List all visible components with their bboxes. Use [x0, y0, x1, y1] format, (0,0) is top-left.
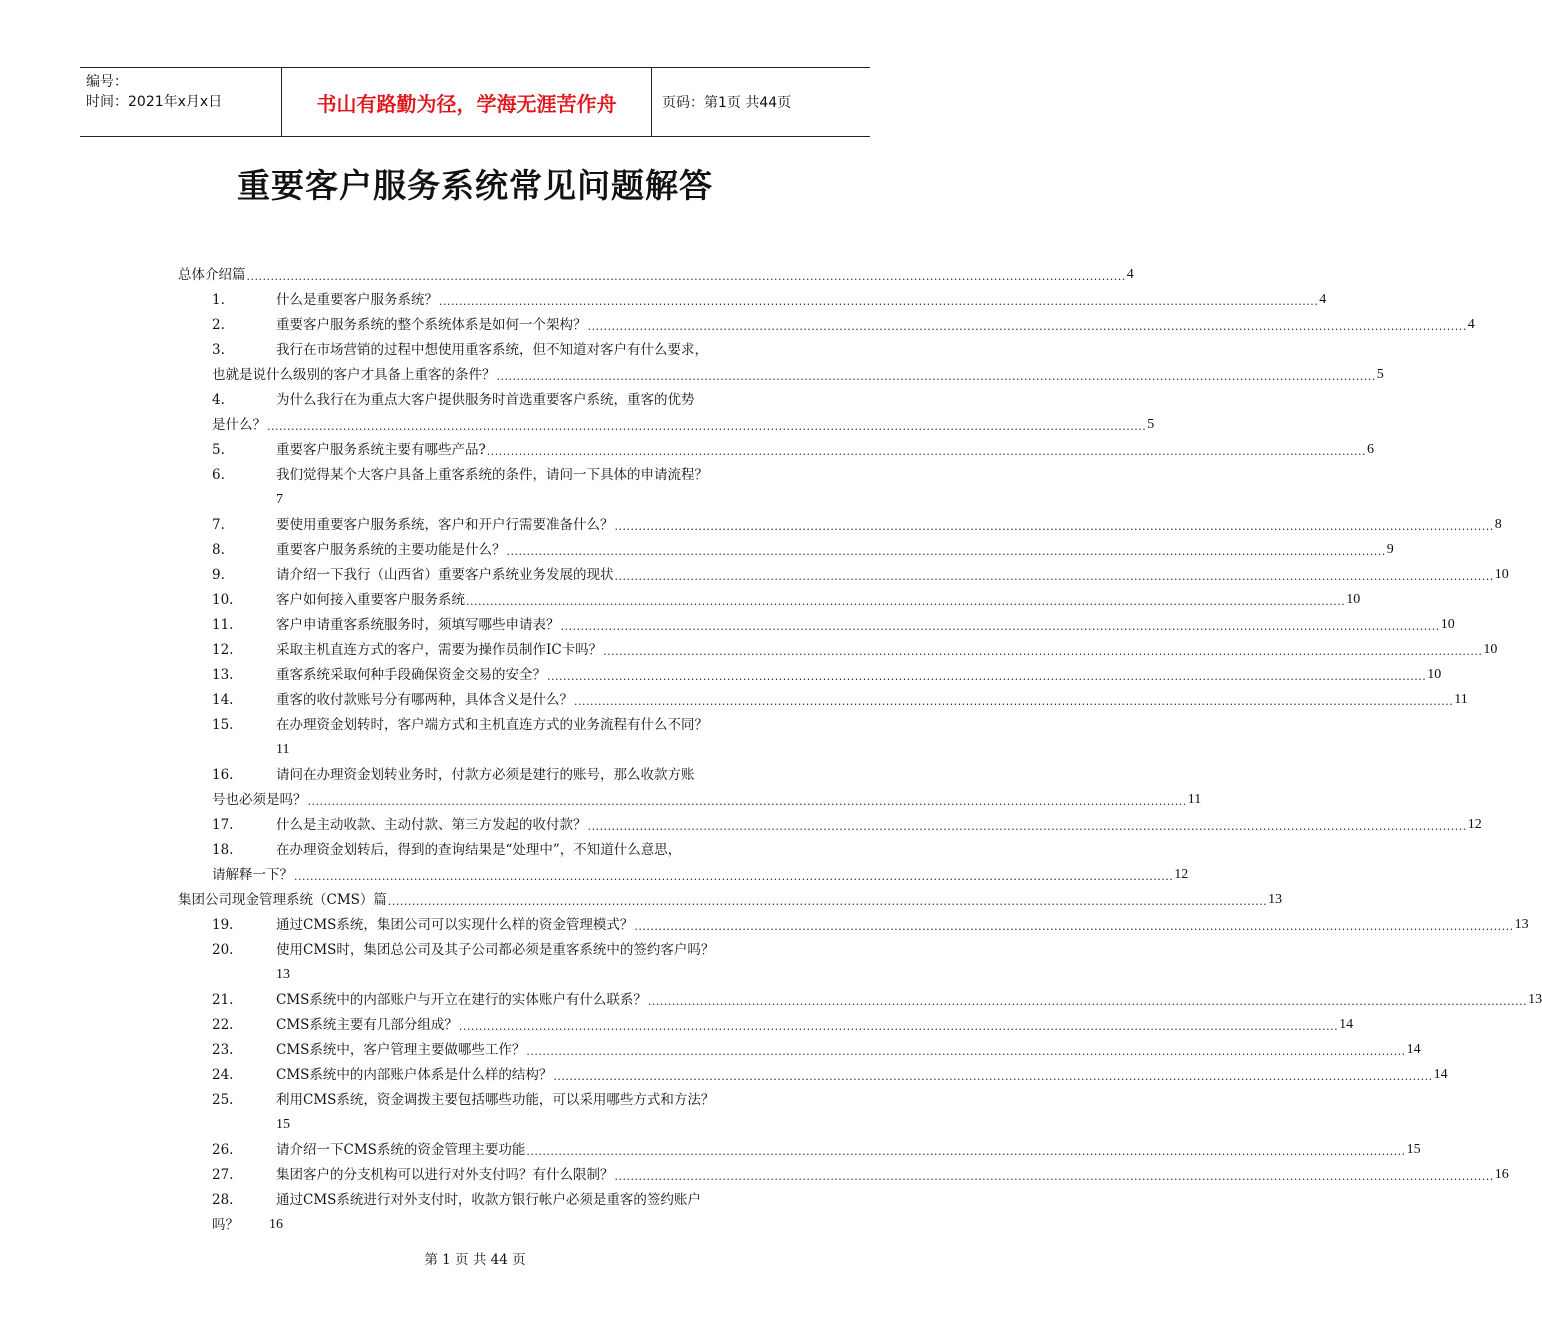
toc-entry[interactable] [178, 433, 1374, 458]
toc-item-title: 我行在市场营销的过程中想使用重客系统，但不知道对客户有什么要求， [276, 342, 708, 358]
toc-item-title: 重客系统采取何种手段确保资金交易的安全？ [276, 667, 546, 683]
toc-line [178, 1058, 1448, 1083]
toc-page-number: 4 [1467, 317, 1475, 332]
toc-entry[interactable] [178, 933, 808, 983]
toc-leader-dots: ............................................................................................................................................................................................................................ [307, 795, 1187, 808]
toc-page-number: 6 [1367, 442, 1374, 457]
toc-line [178, 258, 1134, 283]
toc-item-number: 9. [212, 567, 225, 583]
toc-page-number: 10 [1346, 592, 1361, 607]
toc-entry[interactable] [178, 1033, 1421, 1058]
toc-item-number: 7. [212, 517, 225, 533]
toc-page-number: 13 [1268, 892, 1283, 907]
toc-line [178, 658, 1442, 683]
toc-line [178, 583, 1361, 608]
toc-item-number: 17. [212, 817, 234, 833]
toc-page-number: 13 [1528, 992, 1542, 1007]
toc-line [178, 458, 808, 483]
toc-leader-dots: ............................................................................................................................................................................................................................ [439, 295, 1319, 308]
toc-line [178, 358, 1384, 383]
toc-line [178, 858, 1189, 883]
toc-leader-dots: ............................................................................................................................................................................................................................ [603, 645, 1483, 658]
toc-line [178, 408, 1155, 433]
toc-page-number: 5 [1376, 367, 1384, 382]
toc-page-number: 12 [1467, 817, 1482, 832]
toc-item-number: 21. [212, 992, 234, 1008]
toc-item-number: 14. [212, 692, 234, 708]
toc-entry[interactable] [178, 758, 1202, 808]
toc-entry[interactable] [178, 708, 808, 758]
toc-page-number: 13 [1514, 917, 1529, 932]
toc-section-title: 集团公司现金管理系统（CMS）篇 [178, 892, 387, 908]
toc-line [178, 1008, 1354, 1033]
toc-line [178, 1108, 808, 1133]
toc-line [178, 283, 1327, 308]
toc-section-title: 总体介绍篇 [178, 267, 246, 283]
toc-leader-dots: ............................................................................................................................................................................................................................ [486, 445, 1366, 458]
toc-item-title: 通过CMS系统，集团公司可以实现什么样的资金管理模式？ [276, 917, 634, 933]
table-of-contents [178, 258, 1542, 1233]
toc-item-title: 利用CMS系统，资金调拨主要包括哪些功能，可以采用哪些方式和方法？ [276, 1092, 715, 1108]
toc-item-title: 重要客户服务系统的整个系统体系是如何一个架构？ [276, 317, 587, 333]
toc-item-number: 11. [212, 617, 234, 633]
toc-page-number: 16 [1494, 1167, 1509, 1182]
toc-entry[interactable] [178, 883, 1283, 908]
toc-entry[interactable] [178, 1083, 808, 1133]
document-number-label: 编号： [86, 74, 128, 90]
toc-page-number: 7 [276, 492, 283, 507]
toc-leader-dots: ............................................................................................................................................................................................................................ [574, 695, 1454, 708]
toc-entry[interactable] [178, 258, 1134, 283]
toc-item-number: 26. [212, 1142, 234, 1158]
toc-page-number: 11 [1454, 692, 1468, 707]
toc-page-number: 10 [1427, 667, 1442, 682]
toc-item-title: 为什么我行在为重点大客户提供服务时首选重要客户系统，重客的优势 [276, 392, 695, 408]
toc-item-number: 5. [212, 442, 225, 458]
toc-item-number: 20. [212, 942, 234, 958]
toc-leader-dots: ............................................................................................................................................................................................................................ [526, 1045, 1406, 1058]
toc-item-title: CMS系统中的内部账户与开立在建行的实体账户有什么联系？ [276, 992, 647, 1008]
toc-item-title-continued: 是什么？ [212, 417, 266, 433]
toc-leader-dots: ............................................................................................................................................................................................................................ [466, 595, 1346, 608]
toc-item-title: 重要客户服务系统主要有哪些产品? [276, 442, 486, 458]
toc-line [178, 758, 808, 783]
toc-leader-dots: ............................................................................................................................................................................................................................ [587, 820, 1467, 833]
toc-leader-dots: ............................................................................................................................................................................................................................ [496, 370, 1376, 383]
toc-page-number: 12 [1174, 867, 1189, 882]
toc-item-number: 15. [212, 717, 234, 733]
toc-line [178, 983, 1542, 1008]
toc-line [178, 958, 808, 983]
toc-item-number: 10. [212, 592, 234, 608]
toc-leader-dots: ............................................................................................................................................................................................................................ [246, 270, 1126, 283]
toc-leader-dots: ............................................................................................................................................................................................................................ [634, 920, 1514, 933]
toc-line [178, 783, 1202, 808]
toc-leader-dots: ............................................................................................................................................................................................................................ [614, 1170, 1494, 1183]
toc-page-number: 5 [1147, 417, 1155, 432]
toc-leader-dots: ............................................................................................................................................................................................................................ [614, 570, 1494, 583]
toc-page-number: 15 [276, 1117, 290, 1132]
toc-entry[interactable] [178, 1183, 808, 1233]
toc-entry[interactable] [178, 308, 1475, 333]
toc-page-number: 9 [1386, 542, 1394, 557]
toc-item-number: 25. [212, 1092, 234, 1108]
toc-entry[interactable] [178, 1158, 1509, 1183]
toc-line [178, 733, 808, 758]
toc-item-number: 27. [212, 1167, 234, 1183]
toc-entry[interactable] [178, 583, 1361, 608]
toc-item-number: 12. [212, 642, 234, 658]
toc-line [178, 508, 1502, 533]
page-footer: 第 1 页 共 44 页 [424, 1252, 526, 1268]
toc-page-number: 10 [1483, 642, 1498, 657]
toc-item-title: 集团客户的分支机构可以进行对外支付吗？有什么限制？ [276, 1167, 614, 1183]
toc-entry[interactable] [178, 533, 1394, 558]
toc-line [178, 833, 808, 858]
toc-page-number: 13 [276, 967, 290, 982]
toc-line [178, 383, 808, 408]
toc-entry[interactable] [178, 833, 1189, 883]
toc-page-number: 11 [1187, 792, 1202, 807]
toc-leader-dots: ............................................................................................................................................................................................................................ [387, 895, 1268, 908]
toc-leader-dots: ............................................................................................................................................................................................................................ [547, 670, 1427, 683]
toc-leader-dots: ............................................................................................................................................................................................................................ [647, 995, 1528, 1008]
toc-item-title: 客户申请重客系统服务时，须填写哪些申请表？ [276, 617, 560, 633]
toc-line [178, 558, 1509, 583]
toc-item-title: 在办理资金划转时，客户端方式和主机直连方式的业务流程有什么不同？ [276, 717, 708, 733]
toc-item-number: 23. [212, 1042, 234, 1058]
document-title: 重要客户服务系统常见问题解答 [237, 166, 713, 205]
toc-item-number: 28. [212, 1192, 234, 1208]
toc-line [178, 1033, 1421, 1058]
toc-item-title: 重客的收付款账号分有哪两种，具体含义是什么？ [276, 692, 573, 708]
toc-item-title: 请介绍一下我行（山西省）重要客户系统业务发展的现状 [276, 567, 614, 583]
document-date: 时间：2021年x月x日 [86, 94, 223, 110]
toc-leader-dots: ............................................................................................................................................................................................................................ [506, 545, 1386, 558]
header-motto: 书山有路勤为径，学海无涯苦作舟 [282, 68, 652, 136]
toc-item-number: 18. [212, 842, 234, 858]
toc-item-title: CMS系统主要有几部分组成？ [276, 1017, 458, 1033]
toc-line [178, 308, 1475, 333]
toc-leader-dots: ............................................................................................................................................................................................................................ [267, 420, 1147, 433]
toc-entry[interactable] [178, 508, 1502, 533]
toc-line [178, 808, 1482, 833]
toc-item-number: 4. [212, 392, 225, 408]
toc-page-number: 16 [269, 1217, 283, 1232]
toc-leader-dots: ............................................................................................................................................................................................................................ [294, 870, 1174, 883]
toc-entry[interactable] [178, 808, 1482, 833]
toc-page-number: 8 [1494, 517, 1502, 532]
toc-item-title: 采取主机直连方式的客户，需要为操作员制作IC卡吗？ [276, 642, 603, 658]
toc-line [178, 433, 1374, 458]
toc-item-title-continued: 也就是说什么级别的客户才具备上重客的条件？ [212, 367, 496, 383]
toc-entry[interactable] [178, 1008, 1354, 1033]
toc-page-number: 15 [1406, 1142, 1421, 1157]
toc-item-title-continued: 吗？ [212, 1217, 239, 1233]
toc-leader-dots: ............................................................................................................................................................................................................................ [526, 1145, 1406, 1158]
toc-item-title: 重要客户服务系统的主要功能是什么？ [276, 542, 506, 558]
toc-item-title: 要使用重要客户服务系统，客户和开户行需要准备什么？ [276, 517, 614, 533]
toc-page-number: 10 [1440, 617, 1455, 632]
toc-item-number: 13. [212, 667, 234, 683]
toc-leader-dots: ............................................................................................................................................................................................................................ [614, 520, 1494, 533]
toc-leader-dots: ............................................................................................................................................................................................................................ [553, 1070, 1433, 1083]
toc-entry[interactable] [178, 983, 1542, 1008]
toc-line [178, 1133, 1421, 1158]
toc-entry[interactable] [178, 458, 808, 508]
toc-leader-dots: ............................................................................................................................................................................................................................ [560, 620, 1440, 633]
toc-page-number: 4 [1319, 292, 1327, 307]
toc-line [178, 708, 808, 733]
toc-page-number: 11 [276, 742, 290, 757]
toc-line [178, 1208, 808, 1233]
toc-item-number: 3. [212, 342, 225, 358]
toc-entry[interactable] [178, 658, 1442, 683]
toc-entry[interactable] [178, 908, 1529, 933]
toc-entry[interactable] [178, 383, 1155, 433]
toc-entry[interactable] [178, 1133, 1421, 1158]
toc-page-number: 14 [1433, 1067, 1448, 1082]
toc-item-title: 什么是主动收款、主动付款、第三方发起的收付款？ [276, 817, 587, 833]
toc-line [178, 483, 808, 508]
toc-item-title: 客户如何接入重要客户服务系统 [276, 592, 465, 608]
toc-line [178, 1158, 1509, 1183]
header-meta [80, 68, 282, 136]
toc-item-number: 22. [212, 1017, 234, 1033]
toc-item-title: 请介绍一下CMS系统的资金管理主要功能 [276, 1142, 526, 1158]
toc-item-title: CMS系统中，客户管理主要做哪些工作？ [276, 1042, 526, 1058]
toc-page-number: 4 [1126, 267, 1134, 282]
toc-item-title: 我们觉得某个大客户具备上重客系统的条件，请问一下具体的申请流程？ [276, 467, 708, 483]
toc-item-number: 16. [212, 767, 234, 783]
toc-line [178, 933, 808, 958]
toc-entry[interactable] [178, 558, 1509, 583]
toc-line [178, 1183, 808, 1208]
toc-line [178, 533, 1394, 558]
toc-item-title: 在办理资金划转后，得到的查询结果是“处理中”，不知道什么意思， [276, 842, 682, 858]
toc-leader-dots: ............................................................................................................................................................................................................................ [587, 320, 1467, 333]
toc-line [178, 333, 808, 358]
toc-entry[interactable] [178, 633, 1498, 658]
toc-item-number: 8. [212, 542, 225, 558]
toc-entry[interactable] [178, 683, 1468, 708]
toc-item-number: 2. [212, 317, 225, 333]
toc-item-number: 24. [212, 1067, 234, 1083]
toc-line [178, 608, 1455, 633]
toc-item-title: 请问在办理资金划转业务时，付款方必须是建行的账号，那么收款方账 [276, 767, 695, 783]
toc-item-title: CMS系统中的内部账户体系是什么样的结构？ [276, 1067, 553, 1083]
toc-item-title: 什么是重要客户服务系统？ [276, 292, 438, 308]
toc-page-number: 10 [1494, 567, 1509, 582]
toc-item-number: 1. [212, 292, 225, 308]
toc-page-number: 14 [1339, 1017, 1354, 1032]
toc-line [178, 683, 1468, 708]
toc-item-title: 通过CMS系统进行对外支付时，收款方银行帐户必须是重客的签约账户 [276, 1192, 701, 1208]
toc-line [178, 883, 1283, 908]
toc-entry[interactable] [178, 1058, 1448, 1083]
toc-line [178, 633, 1498, 658]
toc-entry[interactable] [178, 333, 1384, 383]
toc-line [178, 1083, 808, 1108]
toc-item-title-continued: 号也必须是吗？ [212, 792, 307, 808]
header-page-info: 页码：第1页 共44页 [662, 95, 792, 111]
toc-item-title: 使用CMS时，集团总公司及其子公司都必须是重客系统中的签约客户吗？ [276, 942, 715, 958]
header-table [80, 67, 870, 137]
toc-page-number: 14 [1406, 1042, 1421, 1057]
toc-item-number: 6. [212, 467, 225, 483]
toc-leader-dots: ............................................................................................................................................................................................................................ [458, 1020, 1339, 1033]
toc-line [178, 908, 1529, 933]
toc-item-number: 19. [212, 917, 234, 933]
toc-entry[interactable] [178, 608, 1455, 633]
toc-item-title-continued: 请解释一下？ [212, 867, 293, 883]
toc-entry[interactable] [178, 283, 1327, 308]
